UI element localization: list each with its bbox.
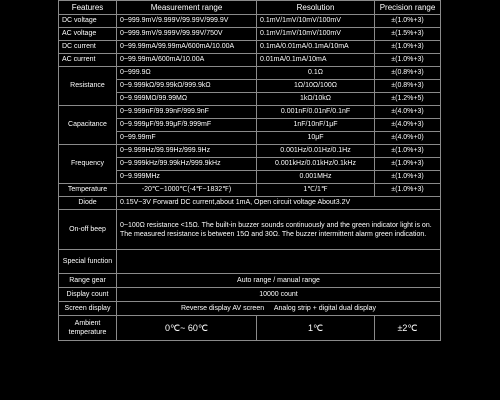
feature-cell: AC current <box>59 54 117 67</box>
table-row <box>59 132 441 145</box>
table-row <box>59 67 441 80</box>
range-cell: 0~99.99mF <box>117 132 257 145</box>
table-row <box>59 184 441 197</box>
table-row <box>59 158 441 171</box>
table-row <box>59 302 441 316</box>
header-precision: Precision range <box>375 1 441 15</box>
precision-cell: ±(1.0%+3) <box>375 158 441 171</box>
resolution-cell: 0.001Hz/0.01Hz/0.1Hz <box>257 145 375 158</box>
range-cell: 0~9.999MHz <box>117 171 257 184</box>
resolution-cell: 0.001nF/0.01nF/0.1nF <box>257 106 375 119</box>
header-features: Features <box>59 1 117 15</box>
resolution-cell: 0.1Ω <box>257 67 375 80</box>
range-cell: 0~9.999kΩ/99.99kΩ/999.9kΩ <box>117 80 257 93</box>
spec-table <box>58 0 441 341</box>
precision-cell: ±(0.8%+3) <box>375 80 441 93</box>
precision-cell: ±(1.0%+3) <box>375 41 441 54</box>
range-cell: 0~99.99mA/600mA/10.00A <box>117 54 257 67</box>
precision-cell: ±(1.5%+3) <box>375 28 441 41</box>
range-cell: 0~9.999μF/99.99μF/9.999mF <box>117 119 257 132</box>
precision-cell: ±(0.8%+3) <box>375 67 441 80</box>
feature-cell: Temperature <box>59 184 117 197</box>
table-row <box>59 250 441 274</box>
range-cell: 0~9.999kHz/99.99kHz/999.9kHz <box>117 158 257 171</box>
resolution-cell: 0.1mV/1mV/10mV/100mV <box>257 15 375 28</box>
resolution-cell: 1nF/10nF/1μF <box>257 119 375 132</box>
resolution-cell: 0.1mA/0.01mA/0.1mA/10mA <box>257 41 375 54</box>
feature-cell: Frequency <box>59 145 117 184</box>
feature-cell: DC current <box>59 41 117 54</box>
table-row <box>59 288 441 302</box>
table-row <box>59 171 441 184</box>
range-cell: 0~999.9mV/9.999V/99.99V/999.9V <box>117 15 257 28</box>
table-row <box>59 145 441 158</box>
header-resolution: Resolution <box>257 1 375 15</box>
precision-cell: ±(4.0%+3) <box>375 119 441 132</box>
table-row <box>59 106 441 119</box>
range-cell: 0~999.9mV/9.999V/99.99V/750V <box>117 28 257 41</box>
feature-cell: Resistance <box>59 67 117 106</box>
range-cell: 0~9.999MΩ/99.99MΩ <box>117 93 257 106</box>
header-measurement: Measurement range <box>117 1 257 15</box>
value-cell: 0~100Ω resistance <15Ω. The built-in buzzer sounds continuously and the green indicator light is on. The measured resistance is between 15Ω and 30Ω. The buzzer intermittent alarm green indication. <box>117 210 441 250</box>
value-cell <box>117 250 441 274</box>
resolution-cell: 1kΩ/10kΩ <box>257 93 375 106</box>
table-row <box>59 316 441 341</box>
value-cell: 10000 count <box>117 288 441 302</box>
table-row <box>59 15 441 28</box>
table-row <box>59 28 441 41</box>
precision-cell: ±(1.2%+5) <box>375 93 441 106</box>
table-row <box>59 80 441 93</box>
precision-cell: ±(4.0%+0) <box>375 132 441 145</box>
feature-cell: Display count <box>59 288 117 302</box>
range-cell: 0~99.99mA/99.99mA/600mA/10.00A <box>117 41 257 54</box>
feature-cell: Range gear <box>59 274 117 288</box>
range-cell: 0℃~ 60℃ <box>117 316 257 341</box>
feature-cell: On-off beep <box>59 210 117 250</box>
precision-cell: ±(1.0%+3) <box>375 145 441 158</box>
table-row <box>59 210 441 250</box>
precision-cell: ±2℃ <box>375 316 441 341</box>
range-cell: 0~9.999Hz/99.99Hz/999.9Hz <box>117 145 257 158</box>
precision-cell: ±(1.0%+3) <box>375 171 441 184</box>
feature-cell: Capacitance <box>59 106 117 145</box>
table-row <box>59 41 441 54</box>
resolution-cell: 10μF <box>257 132 375 145</box>
resolution-cell: 0.001kHz/0.01kHz/0.1kHz <box>257 158 375 171</box>
table-row <box>59 54 441 67</box>
feature-cell: Diode <box>59 197 117 210</box>
value-cell <box>117 302 441 316</box>
resolution-cell: 1Ω/10Ω/100Ω <box>257 80 375 93</box>
range-cell: -20℃~1000℃(-4℉~1832℉) <box>117 184 257 197</box>
feature-cell: Ambient temperature <box>59 316 117 341</box>
precision-cell: ±(1.0%+3) <box>375 15 441 28</box>
precision-cell: ±(4.0%+3) <box>375 106 441 119</box>
feature-cell: DC voltage <box>59 15 117 28</box>
precision-cell: ±(1.0%+3) <box>375 54 441 67</box>
feature-cell: AC voltage <box>59 28 117 41</box>
value-cell: 0.15V~3V Forward DC current,about 1mA, Open circuit voltage About3.2V <box>117 197 441 210</box>
resolution-cell: 1℃/1℉ <box>257 184 375 197</box>
table-row <box>59 197 441 210</box>
value-cell: Auto range / manual range <box>117 274 441 288</box>
table-row <box>59 274 441 288</box>
precision-cell: ±(1.0%+3) <box>375 184 441 197</box>
resolution-cell: 0.1mV/1mV/10mV/100mV <box>257 28 375 41</box>
screen-display-left: Reverse display AV screen <box>180 304 265 312</box>
table-row <box>59 119 441 132</box>
table-row <box>59 93 441 106</box>
feature-cell: Screen display <box>59 302 117 316</box>
screen-display-right: Analog strip + digital dual display <box>273 304 377 312</box>
resolution-cell: 1℃ <box>257 316 375 341</box>
resolution-cell: 0.01mA/0.1mA/10mA <box>257 54 375 67</box>
feature-cell: Special function <box>59 250 117 274</box>
header-row <box>59 1 441 15</box>
range-cell: 0~9.999nF/99.99nF/999.9nF <box>117 106 257 119</box>
range-cell: 0~999.9Ω <box>117 67 257 80</box>
resolution-cell: 0.001MHz <box>257 171 375 184</box>
